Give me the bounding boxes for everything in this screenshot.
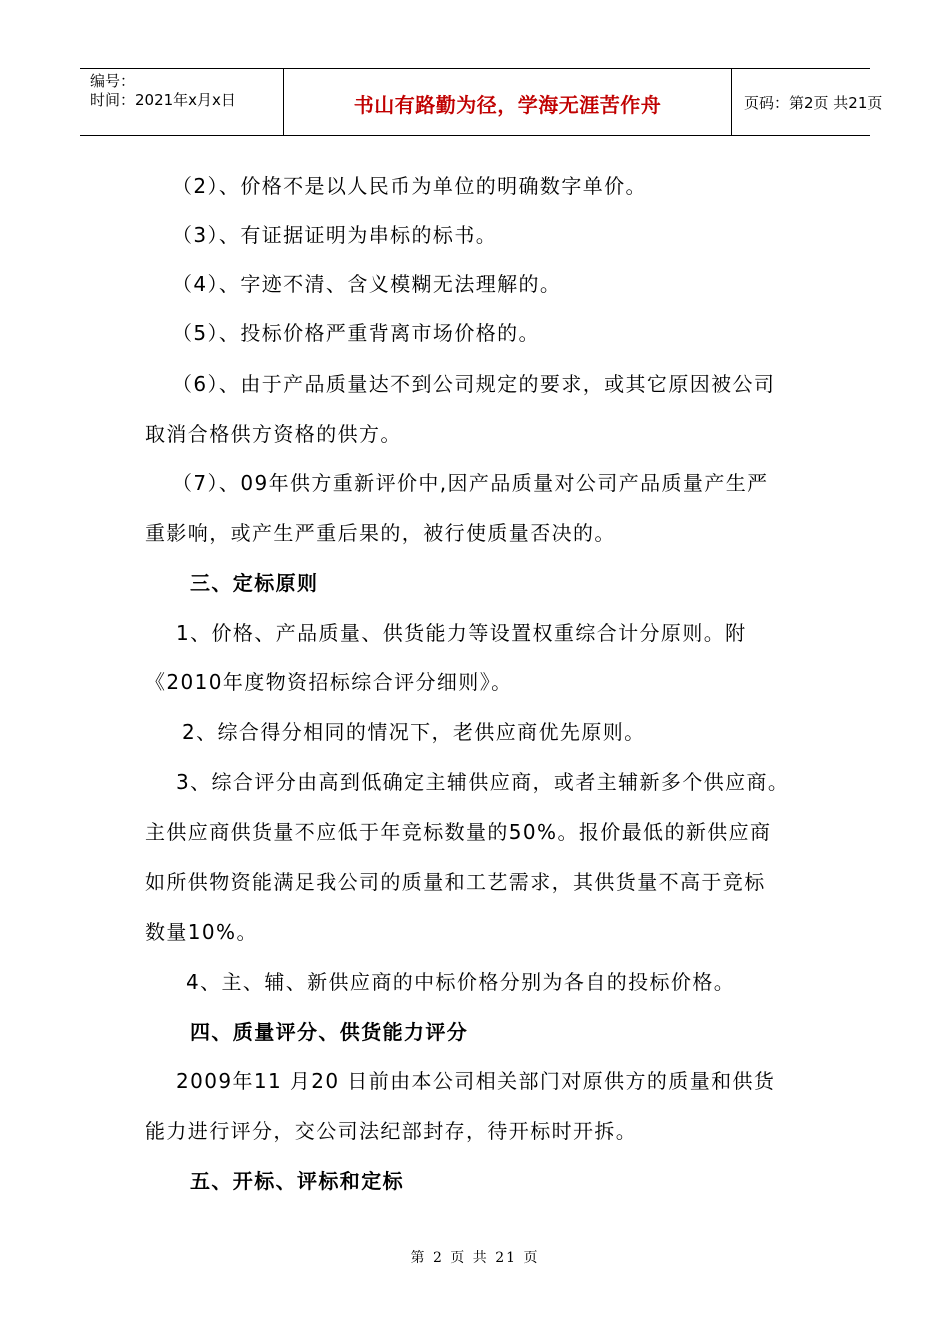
section-heading-5: 五、开标、评标和定标 xyxy=(190,1169,404,1193)
body-line: 重影响，或产生严重后果的，被行使质量否决的。 xyxy=(145,521,616,545)
document-number-label: 编号： xyxy=(90,72,136,90)
body-line: 如所供物资能满足我公司的质量和工艺需求，其供货量不高于竞标 xyxy=(145,870,766,894)
header-meta-cell xyxy=(80,69,283,135)
body-line: （2）、价格不是以人民币为单位的明确数字单价。 xyxy=(172,174,647,198)
header-page-info: 页码：第2页 共21页 xyxy=(744,93,883,112)
header-motto-cell xyxy=(283,69,732,135)
page-header xyxy=(80,68,883,136)
body-line: 取消合格供方资格的供方。 xyxy=(145,422,402,446)
body-line: （7）、09年供方重新评价中,因产品质量对公司产品质量产生严 xyxy=(172,471,769,495)
body-line: 4、主、辅、新供应商的中标价格分别为各自的投标价格。 xyxy=(186,970,736,994)
section-heading-3: 三、定标原则 xyxy=(190,571,319,595)
body-line: 主供应商供货量不应低于年竞标数量的50%。报价最低的新供应商 xyxy=(145,820,772,844)
body-line: 能力进行评分，交公司法纪部封存，待开标时开拆。 xyxy=(145,1119,638,1143)
body-line: 2009年11 月20 日前由本公司相关部门对原供方的质量和供货 xyxy=(176,1069,776,1093)
body-line: （5）、投标价格严重背离市场价格的。 xyxy=(172,321,540,345)
document-time-label: 时间：2021年x月x日 xyxy=(90,91,236,109)
body-line: 3、综合评分由高到低确定主辅供应商，或者主辅新多个供应商。 xyxy=(176,770,790,794)
section-heading-4: 四、质量评分、供货能力评分 xyxy=(190,1020,469,1044)
header-motto: 书山有路勤为径，学海无涯苦作舟 xyxy=(353,92,662,117)
body-line: （6）、由于产品质量达不到公司规定的要求，或其它原因被公司 xyxy=(172,372,776,396)
body-line: 2、综合得分相同的情况下，老供应商优先原则。 xyxy=(182,720,646,744)
body-line: 《2010年度物资招标综合评分细则》。 xyxy=(145,670,513,694)
header-page-cell xyxy=(732,69,883,135)
body-line: （4）、字迹不清、含义模糊无法理解的。 xyxy=(172,272,562,296)
body-line: 1、价格、产品质量、供货能力等设置权重综合计分原则。附 xyxy=(176,621,747,645)
body-line: （3）、有证据证明为串标的标书。 xyxy=(172,223,498,247)
page-footer: 第 2 页 共 21 页 xyxy=(410,1250,540,1266)
body-line: 数量10%。 xyxy=(145,920,258,944)
